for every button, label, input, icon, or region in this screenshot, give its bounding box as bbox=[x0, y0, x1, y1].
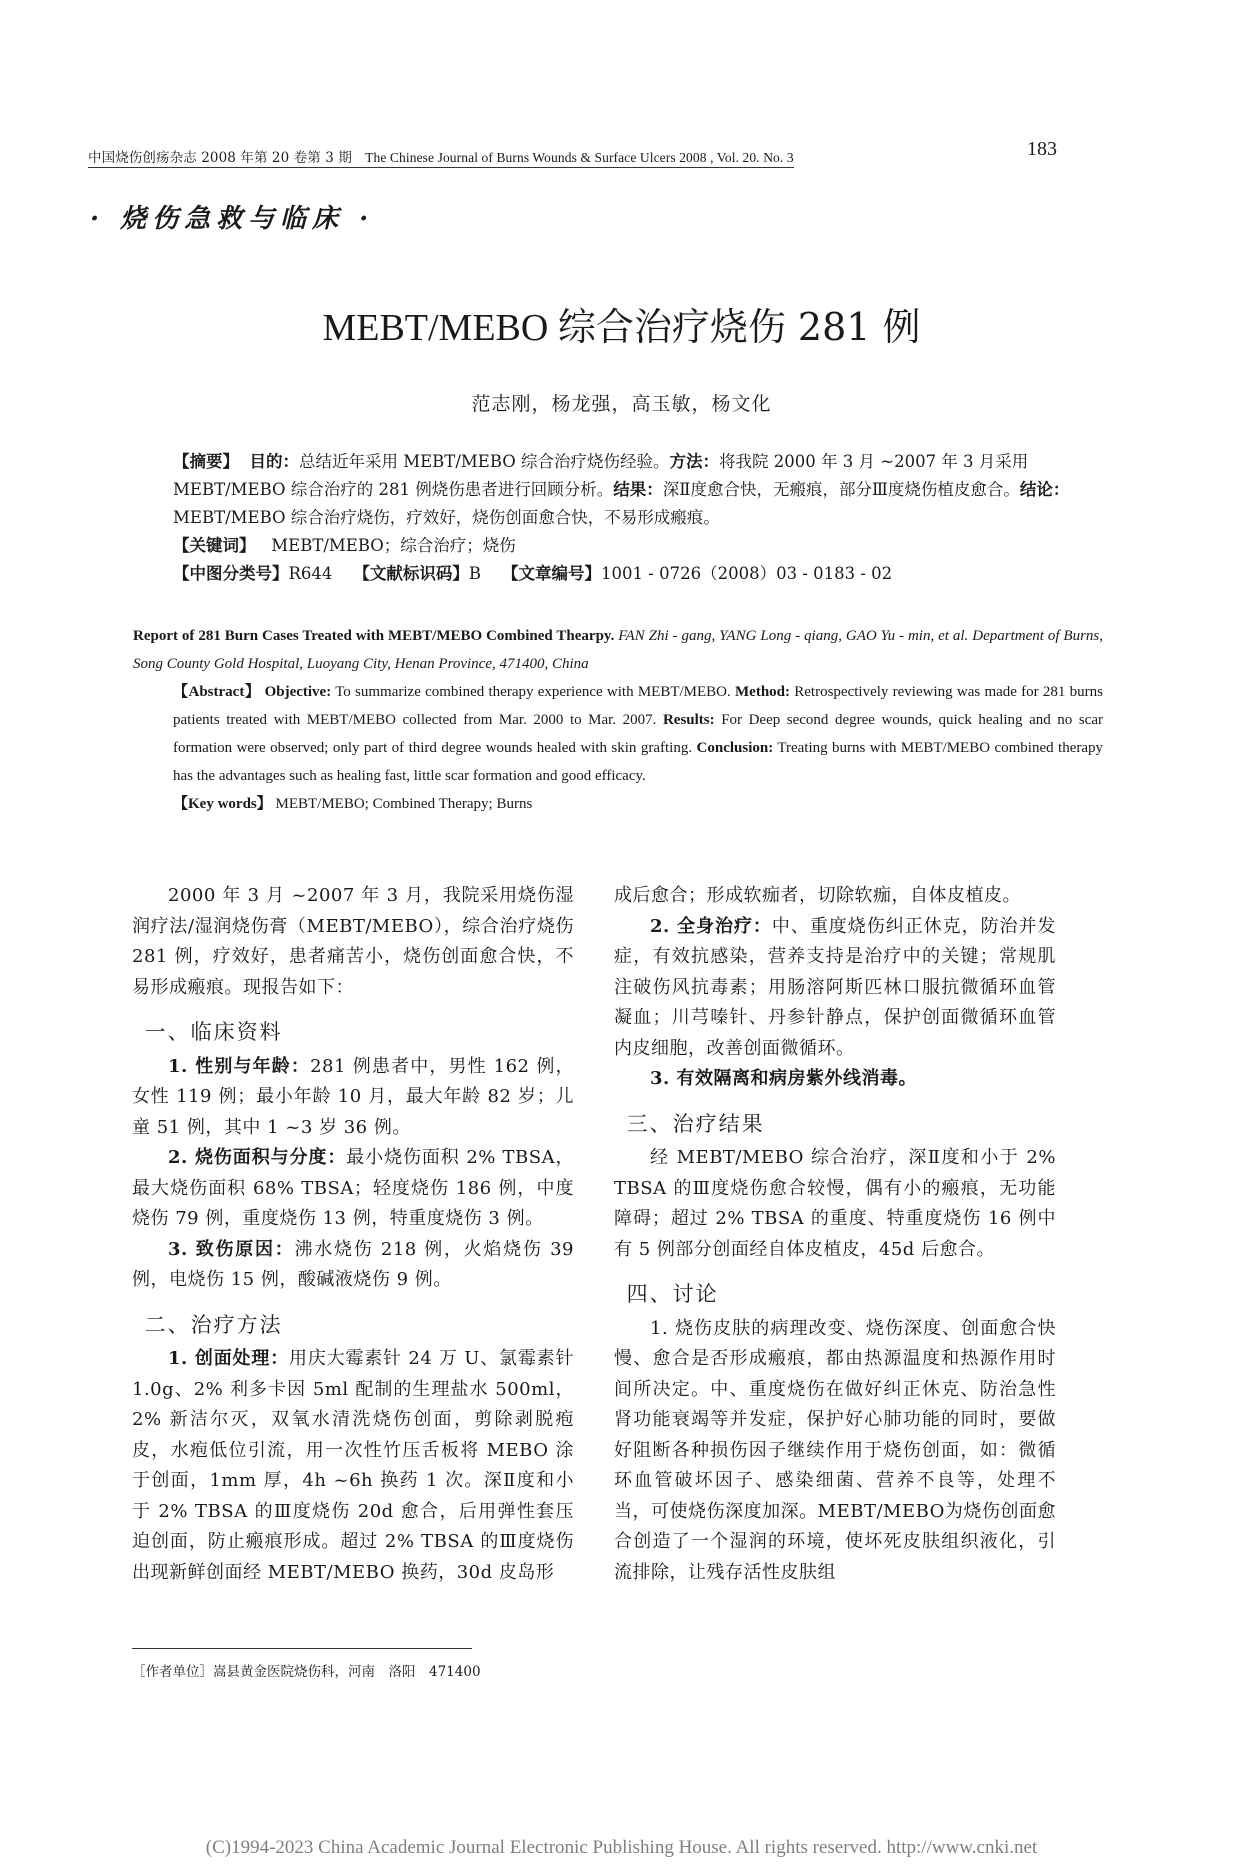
conclusion-en-text: Treating burns with MEBT/MEBO combined therapy has the advantages such as healing fast, little scar formation and good efficacy. bbox=[173, 740, 1104, 784]
paragraph-label: 2. 烧伤面积与分度： bbox=[168, 1147, 347, 1168]
paragraph-label: 1. 创面处理： bbox=[168, 1348, 289, 1369]
section-heading-3: 三、治疗结果 bbox=[626, 1111, 765, 1136]
results-en-label: Results: bbox=[662, 712, 715, 728]
body-column-left bbox=[132, 881, 574, 1588]
paragraph-isolation bbox=[614, 1064, 1056, 1095]
copyright-notice: (C)1994-2023 China Academic Journal Electronic Publishing House. All rights reserved. http://www.cnki.net bbox=[205, 1837, 1038, 1858]
paragraph-text: 中、重度烧伤纠正休克，防治并发症，有效抗感染，营养支持是治疗中的关键；常规肌注破伤风抗毒素；用肠溶阿斯匹林口服抗微循环血管凝血；川芎嗪针、丹参针静点，保护创面微循环血管内皮细胞，改善创面微循环。 bbox=[614, 915, 1056, 1059]
running-header bbox=[88, 146, 794, 168]
paragraph-continuation: 成后愈合；形成软痂者，切除软痂，自体皮植皮。 bbox=[614, 885, 1021, 906]
keywords-en-text: MEBT/MEBO; Combined Therapy; Burns bbox=[275, 796, 533, 812]
objective-label: 目的： bbox=[249, 452, 299, 471]
doc-value: B bbox=[468, 564, 482, 583]
abstract-en-body bbox=[133, 678, 1103, 790]
english-title: Report of 281 Burn Cases Treated with MEBT/MEBO Combined Thearpy. bbox=[133, 628, 615, 644]
keywords-text: MEBT/MEBO；综合治疗；烧伤 bbox=[271, 536, 516, 555]
article-title-latin: MEBT/MEBO bbox=[322, 307, 558, 349]
journal-name-en: The Chinese Journal of Burns Wounds & Surface Ulcers 2008 , Vol. 20. No. 3 bbox=[365, 150, 794, 165]
paragraph-label: 2. 全身治疗： bbox=[650, 915, 772, 937]
paragraph-text: 用庆大霉素针 24 万 U、氯霉素针 1.0g、2% 利多卡因 5ml 配制的生理盐水 500ml，2% 新洁尔灭，双氧水清洗烧伤创面，剪除剥脱疱皮，水疱低位引流，用一次性竹压舌板将 MEBO 涂于创面，1mm 厚，4h ~6h 换药 1 次。深Ⅱ度和小于 2% TBSA 的Ⅲ度烧伤 20d 愈合，后用弹性套压迫创面，防止瘢痕形成。超过 2% TBSA 的Ⅲ度烧伤出现新鲜创面经 MEBT/MEBO 换药，30d 皮岛形 bbox=[132, 1348, 574, 1583]
english-authors: FAN Zhi - gang, YANG Long - qiang, GAO Yu - min, et al. Department of Burns, Song County Gold Hospital, Luoyang City, Henan Province, 471400, China bbox=[133, 628, 1103, 672]
objective-text: 总结近年采用 MEBT/MEBO 综合治疗烧伤经验。 bbox=[299, 452, 670, 471]
article-label: 【文章编号】 bbox=[502, 564, 602, 583]
classification-line bbox=[133, 560, 1103, 588]
paragraph-text: 沸水烧伤 218 例，火焰烧伤 39 例，电烧伤 15 例，酸碱液烧伤 9 例。 bbox=[132, 1238, 574, 1290]
paragraph-wound-care bbox=[132, 1344, 574, 1588]
conclusion-label: 结论： bbox=[1019, 480, 1070, 499]
intro-paragraph: 2000 年 3 月 ~2007 年 3 月，我院采用烧伤湿润疗法/湿润烧伤膏（MEBT/MEBO），综合治疗烧伤 281 例，疗效好，患者痛苦小，烧伤创面愈合快，不易形成瘢痕。现报告如下： bbox=[132, 885, 574, 998]
class-label: 【中图分类号】 bbox=[173, 564, 289, 583]
authors: 范志刚，杨龙强，高玉敏，杨文化 bbox=[471, 393, 772, 415]
section-heading-4: 四、讨论 bbox=[626, 1282, 719, 1306]
paragraph-systemic bbox=[614, 912, 1056, 1065]
doc-label: 【文献标识码】 bbox=[353, 564, 469, 583]
paragraph-cause bbox=[132, 1235, 574, 1296]
abstract-cn bbox=[133, 448, 1103, 588]
method-text: 将我院 2000 年 3 月 ~2007 年 3 月采用 MEBT/MEBO 综合治疗的 281 例烧伤患者进行回顾分析。 bbox=[173, 452, 1029, 499]
column-title: · 烧伤急救与临床 · bbox=[90, 204, 375, 234]
article-value: 1001 - 0726（2008）03 - 0183 - 02 bbox=[601, 564, 893, 583]
footnote-divider bbox=[132, 1648, 472, 1649]
paragraph-text: 281 例患者中，男性 162 例，女性 119 例；最小年龄 10 月，最大年龄 82 岁；儿童 51 例，其中 1 ~3 岁 36 例。 bbox=[132, 1055, 574, 1138]
paragraph-results: 经 MEBT/MEBO 综合治疗，深Ⅱ度和小于 2% TBSA 的Ⅲ度烧伤愈合较慢，偶有小的瘢痕，无功能障碍；超过 2% TBSA 的重度、特重度烧伤 16 例中有 5 例部分创面经自体皮植皮，45d 后愈合。 bbox=[614, 1147, 1056, 1260]
journal-name-cn: 中国烧伤创疡杂志 2008 年第 20 卷第 3 期 bbox=[88, 150, 352, 166]
class-value: R644 bbox=[288, 564, 333, 583]
paragraph-discussion: 1. 烧伤皮肤的病理改变、烧伤深度、创面愈合快慢、愈合是否形成瘢痕，都由热源温度和热源作用时间所决定。中、重度烧伤在做好纠正休克、防治急性肾功能衰竭等并发症，保护好心肺功能的同时，要做好阻断各种损伤因子继续作用于烧伤创面，如：微循环血管破坏因子、感染细菌、营养不良等，处理不当，可使烧伤深度加深。MEBT/MEBO为烧伤创面愈合创造了一个湿润的环境，使坏死皮肤组织液化，引流排除，让残存活性皮肤组 bbox=[614, 1317, 1056, 1583]
section-heading-2: 二、治疗方法 bbox=[144, 1312, 283, 1337]
article-title-cn: 综合治疗烧伤 281 例 bbox=[557, 305, 921, 349]
paragraph-text: 最小烧伤面积 2% TBSA，最大烧伤面积 68% TBSA；轻度烧伤 186 例，中度烧伤 79 例，重度烧伤 13 例，特重度烧伤 3 例。 bbox=[132, 1147, 574, 1229]
body-column-right bbox=[614, 881, 1056, 1588]
keywords-en bbox=[133, 790, 1103, 818]
abstract-en bbox=[133, 622, 1103, 818]
keywords-cn bbox=[133, 532, 1103, 560]
abstract-label: 【摘要】 bbox=[173, 452, 239, 471]
abstract-en-label: 【Abstract】 bbox=[173, 684, 261, 700]
paragraph-sex-age bbox=[132, 1052, 574, 1144]
results-en-text: For Deep second degree wounds, quick healing and no scar formation were observed; only part of third degree wounds healed with skin grafting. bbox=[173, 712, 1103, 756]
article-title bbox=[0, 296, 1243, 351]
method-label: 方法： bbox=[669, 452, 720, 471]
abstract-cn-body bbox=[133, 448, 1103, 532]
keywords-en-label: 【Key words】 bbox=[173, 796, 272, 812]
method-en-text: Retrospectively reviewing was made for 281 burns patients treated with MEBT/MEBO collected from Mar. 2000 to Mar. 2007. bbox=[173, 684, 1104, 728]
conclusion-en-label: Conclusion: bbox=[696, 740, 774, 756]
paragraph-label: 1. 性别与年龄： bbox=[168, 1055, 311, 1077]
paragraph-burn-area bbox=[132, 1143, 574, 1235]
paragraph-label: 3. 有效隔离和病房紫外线消毒。 bbox=[650, 1068, 918, 1089]
method-en-label: Method: bbox=[735, 684, 791, 700]
author-affiliation: ［作者单位］嵩县黄金医院烧伤科，河南 洛阳 471400 bbox=[132, 1664, 481, 1680]
page-number: 183 bbox=[1027, 138, 1057, 160]
keywords-label: 【关键词】 bbox=[173, 536, 256, 555]
section-heading-1: 一、临床资料 bbox=[144, 1020, 283, 1044]
objective-en-label: Objective: bbox=[264, 684, 332, 700]
conclusion-text: MEBT/MEBO 综合治疗烧伤，疗效好，烧伤创面愈合快，不易形成瘢痕。 bbox=[173, 508, 720, 527]
results-label: 结果： bbox=[613, 480, 663, 499]
results-text: 深Ⅱ度愈合快，无瘢痕，部分Ⅲ度烧伤植皮愈合。 bbox=[662, 480, 1020, 499]
objective-en-text: To summarize combined therapy experience with MEBT/MEBO. bbox=[335, 684, 731, 700]
paragraph-label: 3. 致伤原因： bbox=[168, 1238, 295, 1260]
abstract-en-head bbox=[133, 622, 1103, 678]
